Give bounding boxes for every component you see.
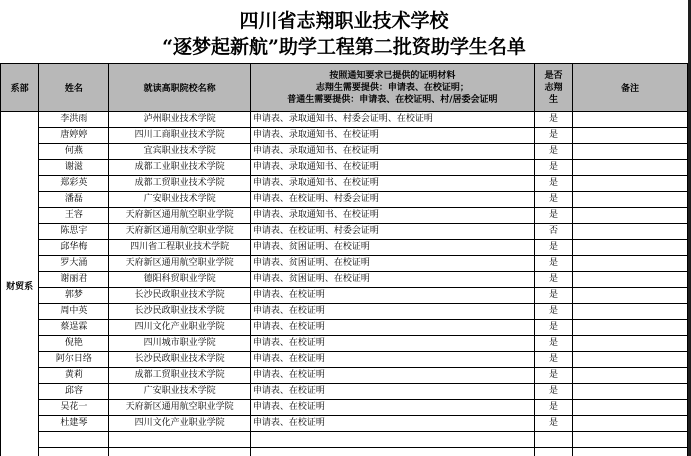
cell-docs[interactable]: 申请表、在校证明	[250, 400, 534, 416]
cell-school[interactable]: 天府新区通用航空职业学院	[109, 224, 250, 240]
cell-school[interactable]: 四川工商职业技术学院	[109, 128, 250, 144]
cell-docs[interactable]: 申请表、在校证明	[250, 320, 534, 336]
table-row	[1, 256, 688, 272]
cell-flag[interactable]: 是	[534, 144, 572, 160]
table-row	[1, 320, 688, 336]
cell-name[interactable]: 谢丽君	[39, 272, 109, 288]
cell-flag[interactable]: 否	[534, 224, 572, 240]
cell-flag[interactable]: 是	[534, 256, 572, 272]
cell-empty[interactable]	[250, 432, 534, 448]
cell-note[interactable]	[573, 160, 688, 176]
cell-note[interactable]	[573, 304, 688, 320]
cell-flag[interactable]: 是	[534, 112, 572, 128]
table-row-empty	[1, 448, 688, 456]
cell-note[interactable]	[573, 144, 688, 160]
cell-name[interactable]: 陈思宇	[39, 224, 109, 240]
cell-name[interactable]: 罗大涌	[39, 256, 109, 272]
table-row	[1, 272, 688, 288]
cell-name[interactable]: 周中英	[39, 304, 109, 320]
cell-empty[interactable]	[573, 432, 688, 448]
cell-note[interactable]	[573, 192, 688, 208]
cell-name[interactable]: 倪艳	[39, 336, 109, 352]
table-row	[1, 160, 688, 176]
header-flag-line1: 是否	[544, 70, 563, 81]
cell-name[interactable]: 谢滋	[39, 160, 109, 176]
cell-name[interactable]: 王容	[39, 208, 109, 224]
cell-note[interactable]	[573, 208, 688, 224]
cell-note[interactable]	[573, 416, 688, 432]
cell-empty[interactable]	[39, 448, 109, 456]
cell-flag[interactable]: 是	[534, 304, 572, 320]
cell-empty[interactable]	[573, 448, 688, 456]
cell-docs[interactable]: 申请表、贫困证明、在校证明	[250, 272, 534, 288]
cell-docs[interactable]: 申请表、在校证明	[250, 336, 534, 352]
cell-school[interactable]: 成都工贸职业技术学院	[109, 176, 250, 192]
header-docs-main: 按照通知要求已提供的证明材料	[329, 70, 456, 81]
cell-docs[interactable]: 申请表、在校证明	[250, 304, 534, 320]
table-row	[1, 416, 688, 432]
cell-flag[interactable]: 是	[534, 384, 572, 400]
cell-flag[interactable]: 是	[534, 320, 572, 336]
cell-note[interactable]	[573, 320, 688, 336]
header-row	[1, 64, 688, 112]
cell-docs[interactable]: 申请表、录取通知书、在校证明	[250, 160, 534, 176]
cell-flag[interactable]: 是	[534, 288, 572, 304]
cell-name[interactable]: 阿尔日络	[39, 352, 109, 368]
cell-docs[interactable]: 申请表、录取通知书、村委会证明、在校证明	[250, 112, 534, 128]
table-row	[1, 336, 688, 352]
cell-name[interactable]: 邱容	[39, 384, 109, 400]
document-subtitle: “逐梦起新航”助学工程第二批资助学生名单	[162, 36, 526, 58]
table-row	[1, 128, 688, 144]
cell-school[interactable]: 广安职业技术学院	[109, 192, 250, 208]
table-row	[1, 240, 688, 256]
cell-empty[interactable]	[534, 432, 572, 448]
cell-school[interactable]: 德阳科贸职业学院	[109, 272, 250, 288]
cell-note[interactable]	[573, 112, 688, 128]
cell-docs[interactable]: 申请表、录取通知书、在校证明	[250, 128, 534, 144]
cell-name[interactable]: 郑彩英	[39, 176, 109, 192]
cell-school[interactable]: 四川城市职业学院	[109, 336, 250, 352]
cell-name[interactable]: 潘磊	[39, 192, 109, 208]
cell-docs[interactable]: 申请表、在校证明、村委会证明	[250, 192, 534, 208]
cell-note[interactable]	[573, 400, 688, 416]
cell-docs[interactable]: 申请表、在校证明	[250, 352, 534, 368]
cell-school[interactable]: 长沙民政职业技术学院	[109, 352, 250, 368]
cell-flag[interactable]: 是	[534, 400, 572, 416]
table-row	[1, 192, 688, 208]
cell-name[interactable]: 何燕	[39, 144, 109, 160]
cell-note[interactable]	[573, 384, 688, 400]
table-row	[1, 400, 688, 416]
cell-flag[interactable]: 是	[534, 176, 572, 192]
cell-school[interactable]: 广安职业技术学院	[109, 384, 250, 400]
cell-name[interactable]: 李洪雨	[39, 112, 109, 128]
cell-flag[interactable]: 是	[534, 352, 572, 368]
cell-name[interactable]: 蔡逞霖	[39, 320, 109, 336]
cell-flag[interactable]: 是	[534, 208, 572, 224]
cell-school[interactable]: 长沙民政职业技术学院	[109, 288, 250, 304]
cell-note[interactable]	[573, 288, 688, 304]
cell-empty[interactable]	[250, 448, 534, 456]
cell-note[interactable]	[573, 128, 688, 144]
cell-name[interactable]: 吴花一	[39, 400, 109, 416]
table-row	[1, 368, 688, 384]
cell-docs[interactable]: 申请表、在校证明、村委会证明	[250, 224, 534, 240]
cell-school[interactable]: 四川省工程职业技术学院	[109, 240, 250, 256]
header-flag[interactable]	[534, 64, 572, 112]
cell-empty[interactable]	[109, 448, 250, 456]
header-school[interactable]: 就读高职院校名称	[109, 64, 250, 112]
cell-note[interactable]	[573, 368, 688, 384]
table-row-empty	[1, 432, 688, 448]
header-docs-sub2: 普通生需要提供：申请表、在校证明、村/居委会证明	[287, 94, 498, 105]
cell-school[interactable]: 四川文化产业职业学院	[109, 320, 250, 336]
table-row	[1, 144, 688, 160]
table-row	[1, 112, 688, 128]
header-dept[interactable]: 系部	[1, 64, 39, 112]
document-title: 四川省志翔职业技术学校	[239, 10, 449, 32]
cell-name[interactable]: 郭梦	[39, 288, 109, 304]
cell-docs[interactable]: 申请表、在校证明	[250, 288, 534, 304]
cell-school[interactable]: 成都工业职业技术学院	[109, 160, 250, 176]
cell-note[interactable]	[573, 176, 688, 192]
table-row	[1, 208, 688, 224]
cell-note[interactable]	[573, 256, 688, 272]
cell-docs[interactable]: 申请表、在校证明	[250, 416, 534, 432]
header-docs[interactable]	[250, 64, 534, 112]
cell-flag[interactable]: 是	[534, 160, 572, 176]
table-row	[1, 288, 688, 304]
cell-note[interactable]	[573, 224, 688, 240]
cell-flag[interactable]: 是	[534, 368, 572, 384]
table-row	[1, 304, 688, 320]
cell-docs[interactable]: 申请表、录取通知书、在校证明	[250, 176, 534, 192]
cell-docs[interactable]: 申请表、录取通知书、在校证明	[250, 208, 534, 224]
cell-name[interactable]: 邱华梅	[39, 240, 109, 256]
header-name[interactable]: 姓名	[39, 64, 109, 112]
table-row	[1, 224, 688, 240]
header-docs-sub1: 志翔生需要提供：申请表、在校证明；	[315, 82, 469, 93]
cell-flag[interactable]: 是	[534, 192, 572, 208]
cell-school[interactable]: 天府新区通用航空职业学院	[109, 400, 250, 416]
cell-note[interactable]	[573, 272, 688, 288]
cell-flag[interactable]: 是	[534, 336, 572, 352]
cell-dept[interactable]: 财贸系	[1, 112, 39, 456]
cell-docs[interactable]: 申请表、在校证明	[250, 384, 534, 400]
cell-school[interactable]: 宜宾职业技术学院	[109, 144, 250, 160]
cell-school[interactable]: 长沙民政职业技术学院	[109, 304, 250, 320]
cell-note[interactable]	[573, 240, 688, 256]
cell-name[interactable]: 唐婷婷	[39, 128, 109, 144]
cell-docs[interactable]: 申请表、在校证明	[250, 368, 534, 384]
cell-name[interactable]: 杜建琴	[39, 416, 109, 432]
cell-empty[interactable]	[39, 432, 109, 448]
header-note[interactable]: 备注	[573, 64, 688, 112]
cell-flag[interactable]: 是	[534, 240, 572, 256]
cell-docs[interactable]: 申请表、贫困证明、在校证明	[250, 240, 534, 256]
cell-school[interactable]: 天府新区通用航空职业学院	[109, 256, 250, 272]
cell-school[interactable]: 成都工贸职业技术学院	[109, 368, 250, 384]
table-row	[1, 384, 688, 400]
header-flag-line3: 生	[548, 94, 558, 105]
cell-name[interactable]: 黄莉	[39, 368, 109, 384]
cell-empty[interactable]	[534, 448, 572, 456]
cell-flag[interactable]: 是	[534, 128, 572, 144]
table-row	[1, 176, 688, 192]
header-flag-line2: 志翔	[544, 82, 563, 93]
cell-flag[interactable]: 是	[534, 416, 572, 432]
cell-docs[interactable]: 申请表、贫困证明、在校证明	[250, 256, 534, 272]
table-body	[1, 112, 688, 456]
cell-school[interactable]: 天府新区通用航空职业学院	[109, 208, 250, 224]
cell-empty[interactable]	[109, 432, 250, 448]
cell-school[interactable]: 四川文化产业职业学院	[109, 416, 250, 432]
cell-note[interactable]	[573, 336, 688, 352]
cell-school[interactable]: 泸州职业技术学院	[109, 112, 250, 128]
cell-note[interactable]	[573, 352, 688, 368]
cell-flag[interactable]: 是	[534, 272, 572, 288]
student-list-table	[0, 63, 688, 456]
table-row	[1, 352, 688, 368]
cell-docs[interactable]: 申请表、录取通知书、在校证明	[250, 144, 534, 160]
